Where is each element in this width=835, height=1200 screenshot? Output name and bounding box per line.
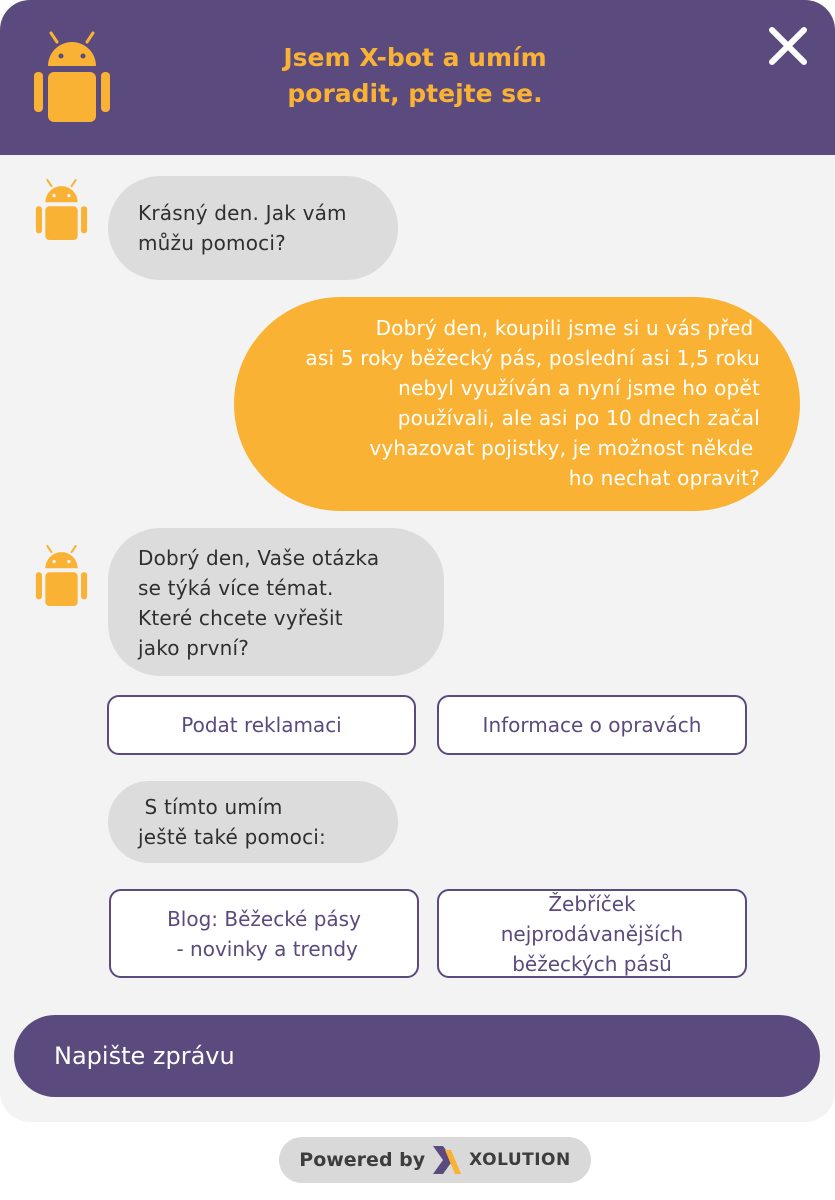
- option-ranking-button[interactable]: Žebříček nejprodávanějších běžeckých pásů: [437, 889, 747, 978]
- option-complaint-button[interactable]: Podat reklamaci: [107, 695, 416, 755]
- bot-message: Dobrý den, Vaše otázka se týká více témat. Které chcete vyřešit jako první?: [108, 528, 444, 676]
- android-bot-icon: [35, 178, 88, 240]
- option-blog-button[interactable]: Blog: Běžecké pásy - novinky a trendy: [109, 889, 419, 978]
- powered-by-badge[interactable]: [279, 1137, 591, 1183]
- message-input[interactable]: [14, 1015, 820, 1097]
- header-title: Jsem X-bot a umím poradit, ptejte se.: [283, 43, 547, 108]
- android-bot-icon: [35, 544, 88, 606]
- powered-by-label: Powered by: [299, 1149, 426, 1171]
- android-bot-icon: [34, 30, 110, 122]
- xolution-logo-icon: [431, 1144, 463, 1176]
- message-input-placeholder: Napište zprávu: [54, 1042, 235, 1070]
- close-icon[interactable]: [764, 22, 812, 70]
- chat-header: [0, 0, 835, 155]
- option-repairs-info-button[interactable]: Informace o opravách: [437, 695, 747, 755]
- bot-message: Krásný den. Jak vám můžu pomoci?: [108, 176, 398, 280]
- bot-message: S tímto umím ještě také pomoci:: [108, 781, 398, 863]
- brand-name: XOLUTION: [469, 1150, 571, 1170]
- user-message: Dobrý den, koupili jsme si u vás před asi 5 roky běžecký pás, poslední asi 1,5 roku nebyl využíván a nyní jsme ho opět používali, ale asi po 10 dnech začal vyhazovat pojistky, je možnost někde ho nechat opravit?: [234, 297, 800, 511]
